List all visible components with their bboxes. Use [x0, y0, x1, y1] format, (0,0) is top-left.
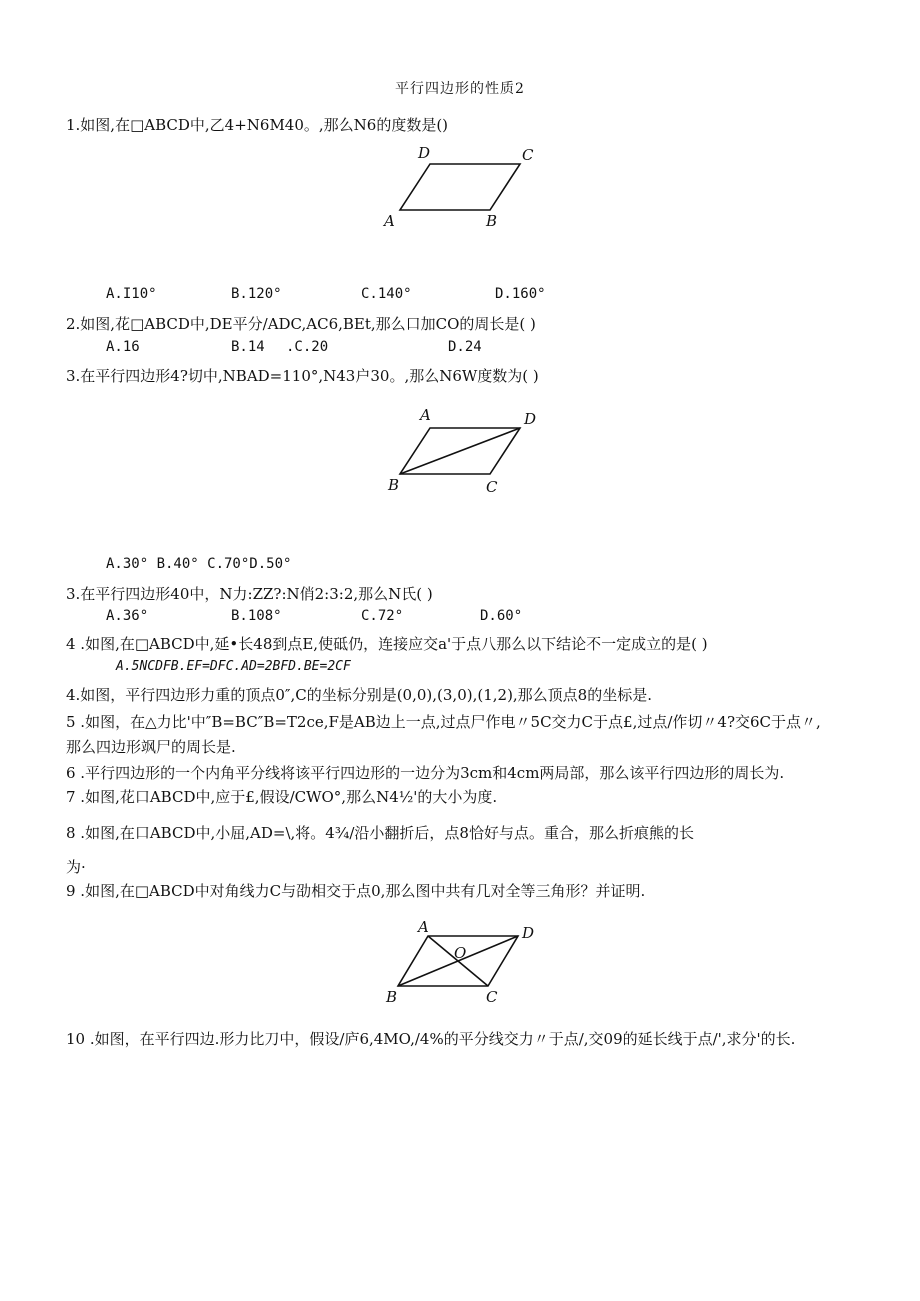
q1-option-a: A.I10°	[106, 286, 157, 302]
vertex-label-c: C	[522, 146, 534, 164]
diagonal-bd	[400, 428, 520, 474]
parallelogram-shape	[400, 164, 520, 210]
vertex-label-b: B	[486, 212, 498, 230]
figure-parallelogram-2	[380, 404, 550, 499]
vertex-label-c: C	[486, 988, 498, 1006]
question-8-line-2: 为·	[66, 858, 86, 876]
figure-parallelogram-3	[380, 918, 550, 1010]
q3a-options: A.30° B.40° C.70°D.50°	[106, 556, 292, 572]
q1-option-c: C.140°	[361, 286, 412, 302]
question-4b: 4.如图，平行四边形力重的顶点0″,C的坐标分别是(0,0),(3,0),(1,2),那么顶点8的坐标是.	[66, 686, 652, 704]
question-3a: 3.在平行四边形4?切中,NBAD=110°,N43户30。,那么N6W度数为( )	[66, 367, 539, 385]
question-8-line-1: 8 .如图,在口ABCD中,小屈,AD=\,将。4¾/沿小翻折后，点8恰好与点。重合，那么折痕熊的长	[66, 824, 694, 842]
vertex-label-c: C	[486, 478, 498, 496]
q1-option-b: B.120°	[231, 286, 282, 302]
question-3b: 3.在平行四边形40中，N力:ZZ?:N俏2:3:2,那么N氏( )	[66, 585, 433, 603]
question-7: 7 .如图,花口ABCD中,应于£,假设/CWO°,那么N4½'的大小为度.	[66, 788, 498, 806]
vertex-label-b: B	[386, 988, 398, 1006]
vertex-label-a: A	[384, 212, 395, 230]
vertex-label-b: B	[388, 476, 400, 494]
question-9: 9 .如图,在□ABCD中对角线力C与劭相交于点0,那么图中共有几对全等三角形？并证明.	[66, 882, 646, 900]
question-5-line-1: 5 .如图，在△力比'中″B=BC″B=T2ce,F是AB边上一点,过点尸作电〃5C交力C于点£,过点/作切〃4?交6C于点〃,	[66, 713, 821, 731]
vertex-label-d: D	[522, 924, 535, 942]
q2-option-c: .C.20	[286, 339, 329, 355]
vertex-label-a: A	[418, 918, 429, 936]
q2-option-a: A.16	[106, 339, 140, 355]
vertex-label-d: D	[524, 410, 537, 428]
question-4a: 4 .如图,在□ABCD中,延•长48到点E,使砥仍，连接应交a'于点八那么以下结论不一定成立的是( )	[66, 635, 708, 653]
q3b-option-b: B.108°	[231, 608, 282, 624]
question-10: 10 .如图，在平行四边.形力比刀中，假设/庐6,4MO,/4%的平分线交力〃于点/,交09的延长线于点/',求分'的长.	[66, 1030, 796, 1048]
question-2: 2.如图,花□ABCD中,DE平分/ADC,AC6,BEt,那么口加CO的周长是( )	[66, 315, 536, 333]
figure-parallelogram-1	[380, 140, 540, 235]
question-5-line-2: 那么四边形飒尸的周长是.	[66, 738, 236, 756]
q4a-options: A.5NCDFB.EF=DFC.AD=2BFD.BE=2CF	[116, 659, 351, 674]
q3b-option-a: A.36°	[106, 608, 149, 624]
q2-option-d: D.24	[448, 339, 482, 355]
question-1: 1.如图,在□ABCD中,乙4+N6M40。,那么N6的度数是()	[66, 116, 449, 134]
center-label-o: O	[454, 944, 467, 962]
vertex-label-a: A	[420, 406, 431, 424]
vertex-label-d: D	[418, 144, 431, 162]
q3b-option-c: C.72°	[361, 608, 404, 624]
q1-option-d: D.160°	[495, 286, 546, 302]
q3b-option-d: D.60°	[480, 608, 523, 624]
page-title: 平行四边形的性质2	[395, 81, 525, 97]
question-6: 6 .平行四边形的一个内角平分线将该平行四边形的一边分为3cm和4cm两局部，那么该平行四边形的周长为.	[66, 764, 785, 782]
q2-option-b: B.14	[231, 339, 265, 355]
